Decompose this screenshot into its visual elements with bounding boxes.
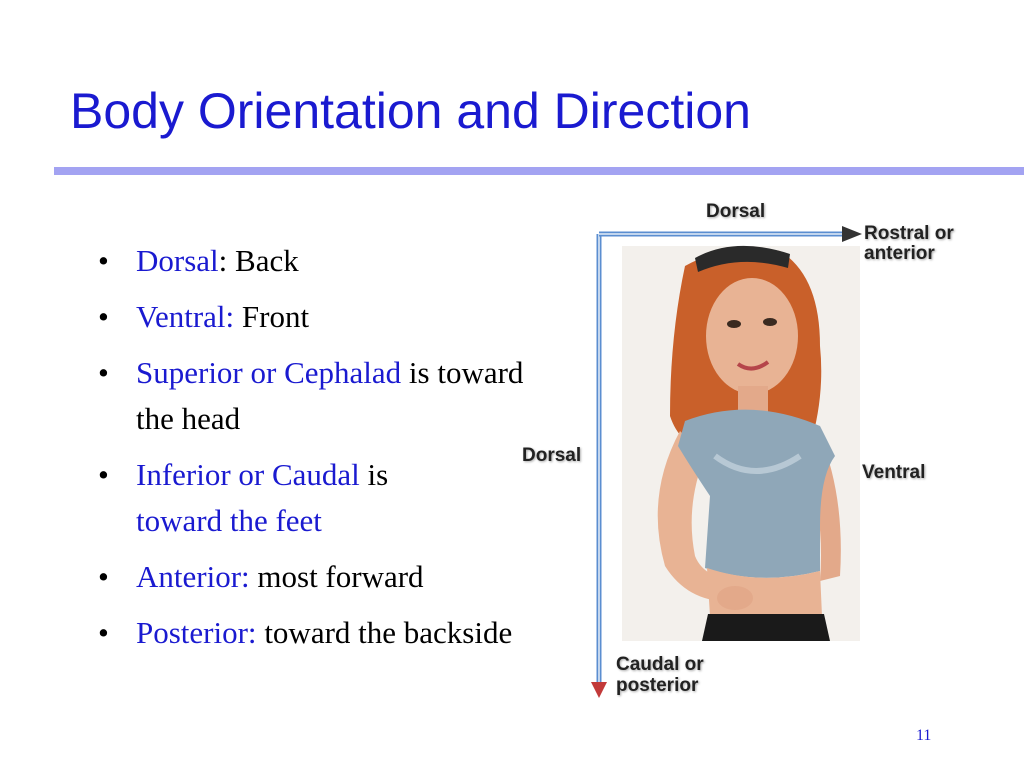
- bullet-anterior: [98, 554, 528, 600]
- orientation-figure: [520, 196, 990, 706]
- bullet-term: Dorsal: [136, 243, 219, 278]
- bullet-term: Ventral:: [136, 299, 235, 334]
- bullet-ventral: [98, 294, 528, 340]
- bullet-continuation: toward the feet: [136, 503, 322, 538]
- shirt-shape: [678, 410, 835, 578]
- label-caudal-line1: Caudal or: [616, 654, 704, 675]
- bullet-superior: [98, 350, 528, 442]
- bullet-term: Posterior:: [136, 615, 257, 650]
- bullet-marker: •: [98, 457, 109, 492]
- person-illustration: [520, 196, 990, 706]
- slide-title: Body Orientation and Direction: [70, 83, 751, 139]
- label-rostral-line2: anterior: [864, 243, 935, 264]
- bullet-text: toward the backside: [256, 615, 513, 650]
- bullet-term: Superior or Cephalad: [136, 355, 402, 390]
- bullet-list: [98, 238, 528, 666]
- title-divider: [54, 167, 1024, 175]
- pants-shape: [702, 614, 830, 641]
- bullet-term: Inferior or Caudal: [136, 457, 360, 492]
- rostral-arrow-icon: [842, 226, 862, 242]
- bullet-marker: •: [98, 355, 109, 390]
- bullet-text: is: [359, 457, 389, 492]
- bullet-dorsal: [98, 238, 528, 284]
- bullet-posterior: [98, 610, 528, 656]
- bullet-text: most forward: [249, 559, 424, 594]
- bullet-marker: •: [98, 243, 109, 278]
- label-caudal-line2: posterior: [616, 675, 699, 696]
- bullet-text: : Back: [218, 243, 299, 278]
- bullet-term: Anterior:: [136, 559, 250, 594]
- bullet-marker: •: [98, 299, 109, 334]
- bullet-marker: •: [98, 615, 109, 650]
- label-dorsal-top: Dorsal: [706, 201, 766, 222]
- bullet-inferior: [98, 452, 528, 544]
- page-number: 11: [916, 727, 932, 744]
- label-ventral: Ventral: [862, 462, 926, 483]
- face-shape: [706, 278, 798, 394]
- label-rostral-line1: Rostral or: [864, 223, 954, 244]
- label-dorsal-left: Dorsal: [522, 445, 582, 466]
- caudal-arrow-icon: [591, 682, 607, 698]
- bullet-text: Front: [234, 299, 310, 334]
- bullet-marker: •: [98, 559, 109, 594]
- bullet-text: is toward the head: [136, 355, 524, 436]
